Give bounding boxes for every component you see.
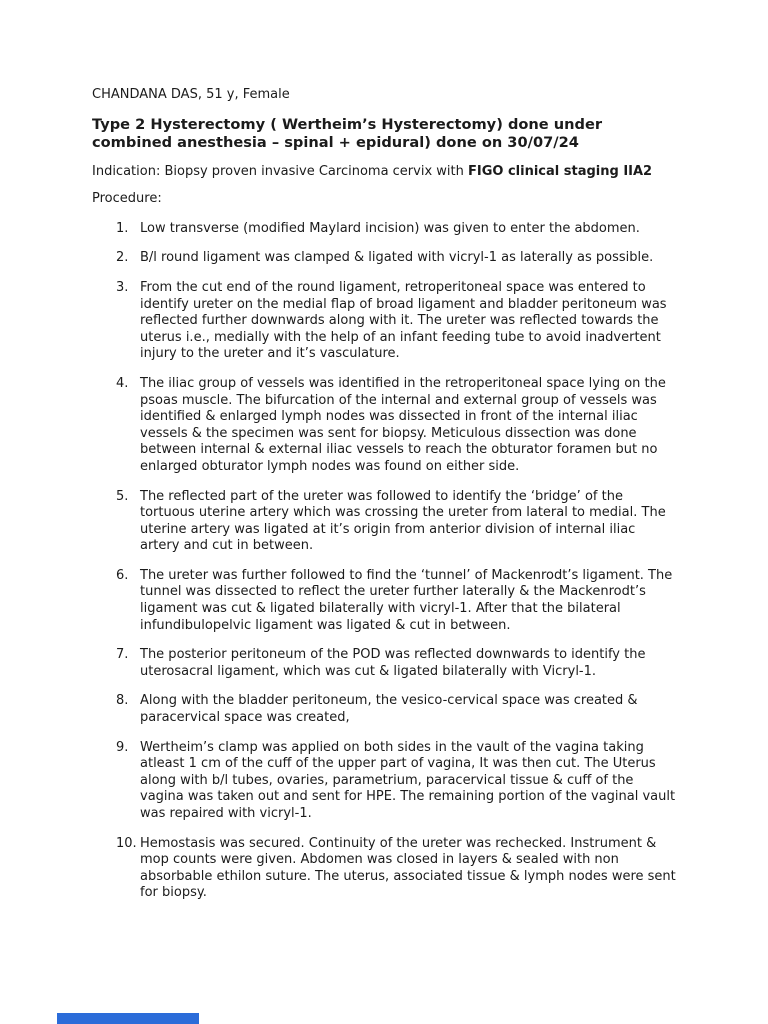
procedure-step-1: Low transverse (modified Maylard incision) was given to enter the abdomen.: [140, 220, 640, 236]
procedure-step-10: Hemostasis was secured. Continuity of the ureter was rechecked. Instrument & mop counts were given. Abdomen was closed in layers & sealed with non absorbable ethilon suture. The uterus, associated tissue & lymph nodes were sent for biopsy.: [140, 835, 676, 901]
procedure-step-5: The reflected part of the ureter was followed to identify the ‘bridge’ of the tortuous uterine artery which was crossing the ureter from lateral to medial. The uterine artery was ligated at it’s origin from anterior division of internal iliac artery and cut in between.: [140, 488, 666, 554]
procedure-step-4: The iliac group of vessels was identified in the retroperitoneal space lying on the psoas muscle. The bifurcation of the internal and external group of vessels was identified & enlarged lymph nodes was dissected in front of the internal iliac vessels & the specimen was sent for biopsy. Meticulous dissection was done between internal & external iliac vessels to reach the obturator foramen but no enlarged obturator lymph nodes was found on either side.: [140, 375, 666, 474]
patient-info-line: CHANDANA DAS, 51 y, Female: [92, 87, 290, 102]
procedure-step-2: B/l round ligament was clamped & ligated with vicryl-1 as laterally as possible.: [140, 250, 654, 266]
document-title: Type 2 Hysterectomy ( Wertheim’s Hysterectomy) done under combined anesthesia – spinal + epidural) done on 30/07/24: [92, 115, 603, 152]
figo-staging-text: FIGO clinical staging IIA2: [468, 163, 653, 179]
procedure-steps-list: [92, 221, 676, 902]
procedure-step-7: The posterior peritoneum of the POD was reflected downwards to identify the uterosacral ligament, which was cut & ligated bilaterally with Vicryl-1.: [140, 647, 646, 679]
procedure-step-8: Along with the bladder peritoneum, the vesico-cervical space was created & paracervical space was created,: [140, 693, 638, 726]
procedure-heading: Procedure:: [92, 191, 162, 207]
operative-note: [92, 87, 678, 915]
procedure-step-3: From the cut end of the round ligament, retroperitoneal space was entered to identify ureter on the medial flap of broad ligament and bladder peritoneum was reflected further downwards along with it. The ureter was reflected towards the uterus i.e., medially with the help of an infant feeding tube to avoid inadvertent injury to the ureter and it’s vasculature.: [140, 279, 667, 362]
procedure-step-9: Wertheim’s clamp was applied on both sides in the vault of the vagina taking atleast 1 cm of the cuff of the upper part of vagina, It was then cut. The Uterus along with b/l tubes, ovaries, parametrium, paracervical tissue & cuff of the vagina was taken out and sent for HPE. The remaining portion of the vaginal vault was repaired with vicryl-1.: [140, 739, 676, 821]
page-progress-bar: [57, 1013, 199, 1024]
procedure-step-6: The ureter was further followed to find the ‘tunnel’ of Mackenrodt’s ligament. The tunnel was dissected to reflect the ureter further laterally & the Mackenrodt’s ligament was cut & ligated bilaterally with vicryl-1. After that the bilateral infundibulopelvic ligament was ligated & cut in between.: [140, 567, 673, 633]
indication-line: [92, 164, 678, 181]
indication-text: Indication: Biopsy proven invasive Carcinoma cervix with: [92, 163, 468, 179]
